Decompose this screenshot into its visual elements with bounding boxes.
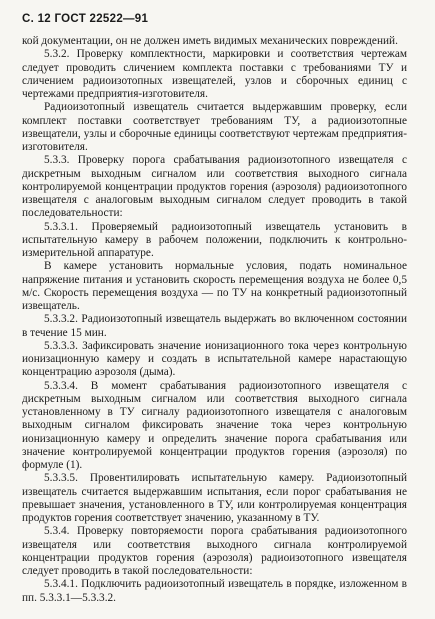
paragraph: 5.3.4.1. Подключить радиоизотопный извещатель в порядке, изложенном в пп. 5.3.3.1—5.3.3.2. (22, 578, 407, 604)
paragraph: 5.3.3. Проверку порога срабатывания радиоизотопного извещателя с дискретным выходным сигналом или соответствия выходного сигнала контролируемой концентрации продуктов горения (аэрозоля) радиоизотопного извещателя с аналоговым выходным сигналом следует проводить в такой последовательности: (22, 154, 407, 220)
paragraph: Радиоизотопный извещатель считается выдержавшим проверку, если комплект поставки соответствует требованиям ТУ, а радиоизотопные извещатели, узлы и сборочные единицы соответствуют чертежам предприятия-изготовителя. (22, 101, 407, 153)
paragraph: В камере установить нормальные условия, подать номинальное напряжение питания и установить скорость перемещения воздуха не более 0,5 м/с. Скорость перемещения воздуха — по ТУ на конкретный радиоизотопный извещатель. (22, 260, 407, 312)
paragraph: 5.3.2. Проверку комплектности, маркировки и соответствия чертежам следует проводить сличением комплекта поставки с требованиями ТУ и сличением радиоизотопных извещателей, узлов и сборочных единиц с чертежами предприятия-изготовителя. (22, 48, 407, 100)
document-body (22, 35, 407, 605)
paragraph: 5.3.3.3. Зафиксировать значение ионизационного тока через контрольную ионизационную камеру и создать в испытательной камере нарастающую концентрацию аэрозоля (дыма). (22, 339, 407, 379)
paragraph: 5.3.3.1. Проверяемый радиоизотопный извещатель установить в испытательную камеру в рабочем положении, подключить к контрольно-измерительной аппаратуре. (22, 220, 407, 259)
paragraph: 5.3.3.4. В момент срабатывания радиоизотопного извещателя с дискретным выходным сигналом или соответствия выходного сигнала установленному в ТУ сигналу радиоизотопного извещателя с аналоговым выходным сигналом фиксировать значение тока через контрольную ионизационную камеру и определить значение порога срабатывания или значение контролируемой концентрации продуктов горения (аэрозоля) по формуле (1). (22, 379, 407, 471)
paragraph: 5.3.3.2. Радиоизотопный извещатель выдержать во включенном состоянии в течение 15 мин. (22, 313, 407, 339)
paragraph: кой документации, он не должен иметь видимых механических повреждений. (22, 35, 398, 47)
paragraph: 5.3.3.5. Провентилировать испытательную камеру. Радиоизотопный извещатель считается выдержавшим испытания, если порог срабатывания не превышает значения, установленного в ТУ, или контролируемая концентрация продуктов горения соответствует значению, указанному в ТУ. (22, 472, 407, 524)
page-header: С. 12 ГОСТ 22522—91 (22, 13, 149, 25)
paragraph: 5.3.4. Проверку повторяемости порога срабатывания радиоизотопного извещателя или соответствия выходного сигнала контролируемой концентрации продуктов горения (аэрозоля) радиоизотопного извещателя следует проводить в такой последовательности: (22, 525, 407, 577)
